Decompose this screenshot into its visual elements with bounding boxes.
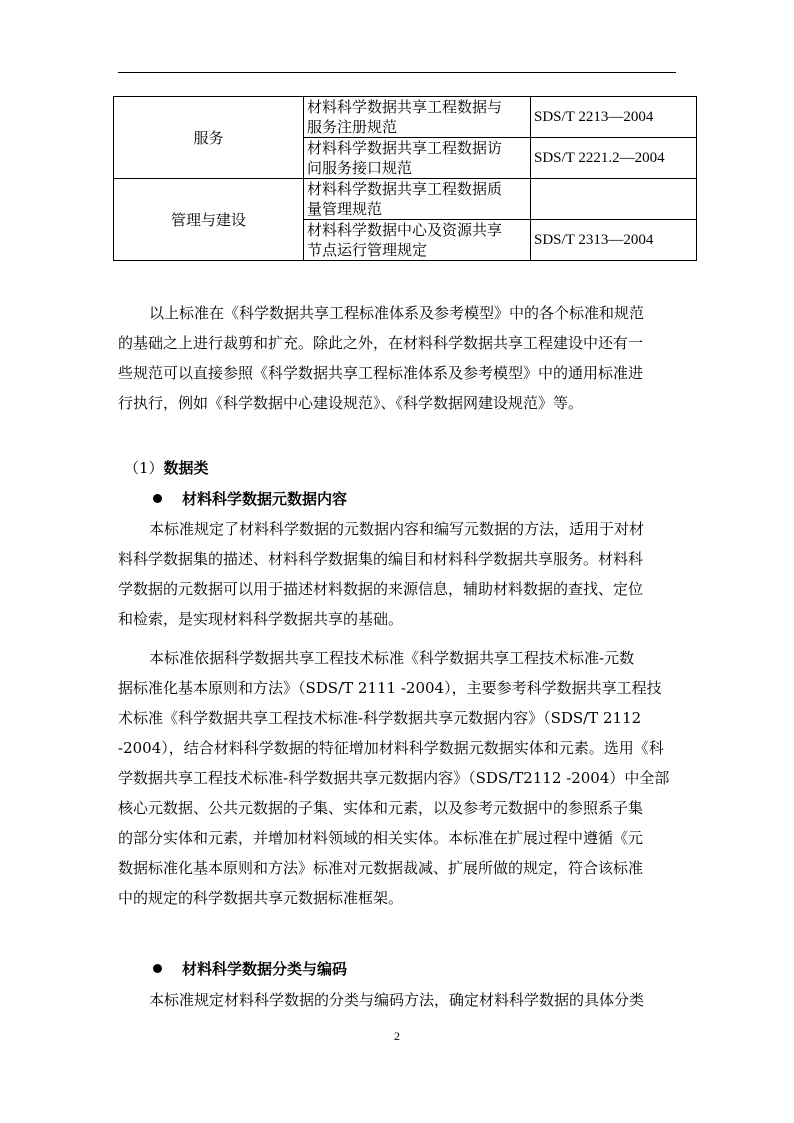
table-row: [114, 97, 697, 138]
header-rule: [118, 72, 676, 73]
table-code-cell: SDS/T 2221.2—2004: [531, 138, 697, 179]
table-name-cell: 材料科学数据共享工程数据质 量管理规范: [304, 179, 531, 220]
table-code-cell: [531, 179, 697, 220]
bullet-icon: [153, 494, 162, 503]
table-code-cell: SDS/T 2213—2004: [531, 97, 697, 138]
subsection-heading: 材料科学数据分类与编码: [182, 960, 348, 978]
table-code-cell: SDS/T 2313—2004: [531, 220, 697, 261]
section-heading: [124, 456, 209, 480]
table-name-cell: 材料科学数据中心及资源共享 节点运行管理规定: [304, 220, 531, 261]
standards-table: [113, 96, 697, 261]
paragraph: 本标准规定了材料科学数据的元数据内容和编写元数据的方法，适用于对材 料科学数据集的描述、材料科学数据集的编目和材料科学数据共享服务。材料科 学数据的元数据可以用于描述材料数据的来源信息，辅助材料数据的查找、定位 和检索，是实现材料科学数据共享的基础。: [118, 520, 645, 628]
paragraph: 本标准依据科学数据共享工程技术标准《科学数据共享工程技术标准-元数 据标准化基本原则和方法》（SDS/T 2111 -2004），主要参考科学数据共享工程技 术标准《科学数据共享工程技术标准-科学数据共享元数据内容》（SDS/T 2112 -2004），结合材料科学数据的特征增加材料科学数据元数据实体和元素。选用《科 学数据共享工程技术标准-科学数据共享元数据内容》（SDS/T2112 -2004）中全部 核心元数据、公共元数据的子集、实体和元素，以及参考元数据中的参照系子集 的部分实体和元素，并增加材料领域的相关实体。本标准在扩展过程中遵循《元 数据标准化基本原则和方法》标准对元数据裁减、扩展所做的规定，符合该标准 中的规定的科学数据共享元数据标准框架。: [118, 649, 670, 907]
intro-paragraph: 以上标准在《科学数据共享工程标准体系及参考模型》中的各个标准和规范 的基础之上进行裁剪和扩充。除此之外，在材料科学数据共享工程建设中还有一 些规范可以直接参照《科学数据共享工程标准体系及参考模型》中的通用标准进 行执行，例如《科学数据中心建设规范》、《科学数据网建设规范》等。: [118, 304, 645, 412]
table-category-cell: 服务: [114, 97, 304, 179]
section-number: （1）: [124, 459, 164, 477]
table-category-cell: 管理与建设: [114, 179, 304, 261]
subsection-heading: 材料科学数据元数据内容: [182, 490, 348, 508]
table-name-cell: 材料科学数据共享工程数据访 问服务接口规范: [304, 138, 531, 179]
table-name-cell: 材料科学数据共享工程数据与 服务注册规范: [304, 97, 531, 138]
paragraph: 本标准规定材料科学数据的分类与编码方法，确定材料科学数据的具体分类: [149, 991, 645, 1009]
page-number: 2: [394, 1029, 400, 1043]
section-title: 数据类: [163, 459, 209, 477]
table-row: [114, 179, 697, 220]
bullet-icon: [153, 964, 162, 973]
